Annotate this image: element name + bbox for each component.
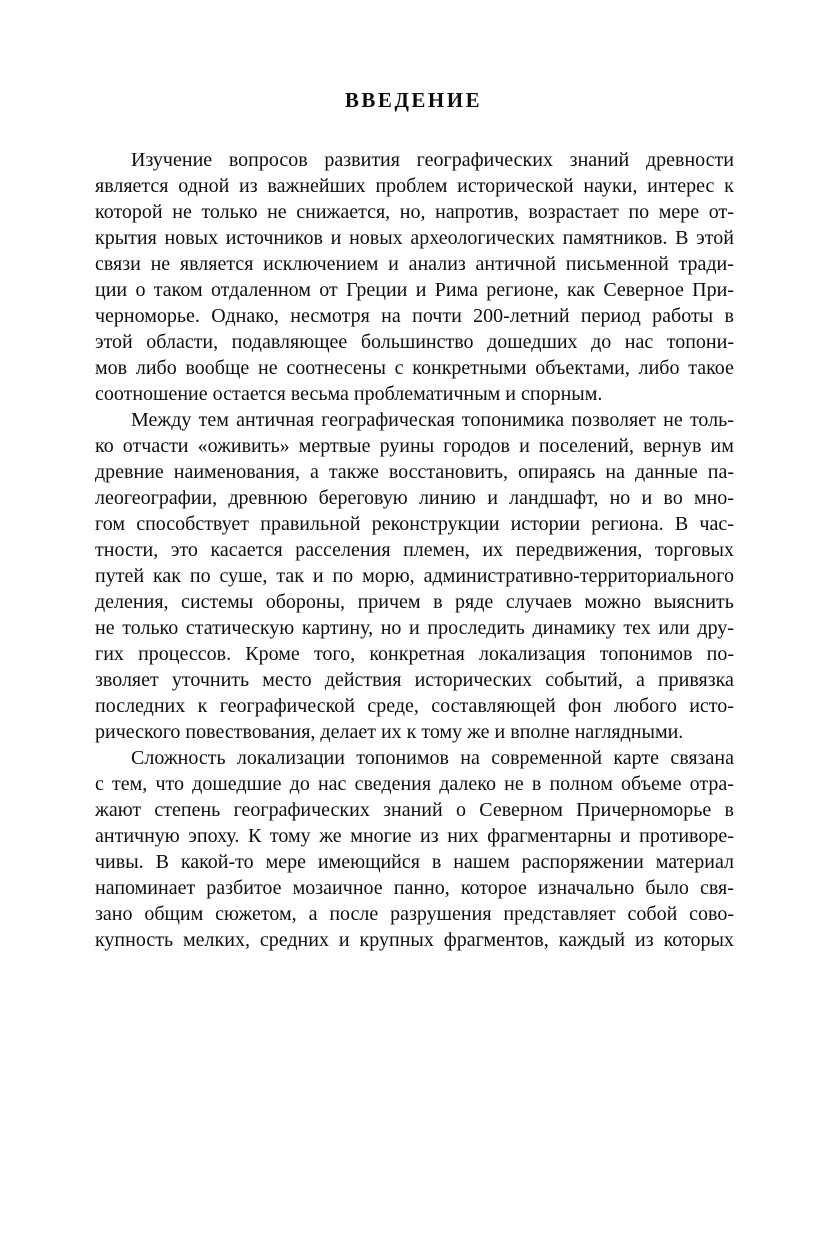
word: имеющийся	[317, 851, 420, 873]
word: работы	[652, 305, 714, 327]
word: мно-	[693, 487, 734, 509]
word: карте	[613, 747, 660, 769]
word: как	[152, 565, 181, 587]
word: проследить	[427, 617, 525, 639]
word: которое	[460, 877, 527, 899]
word: было	[645, 877, 689, 899]
text-line	[95, 173, 734, 199]
word: разбитое	[206, 877, 282, 899]
word: Причерноморье	[576, 799, 712, 821]
word: ландшафт,	[509, 487, 599, 509]
word: знаний	[383, 799, 443, 821]
word: леогеографии,	[95, 487, 218, 509]
word: способствует	[136, 513, 250, 535]
word: случаев	[505, 591, 572, 613]
word: напоминает	[95, 877, 196, 899]
word: свя-	[700, 877, 734, 899]
text-line	[95, 667, 734, 693]
word: Северном	[479, 799, 563, 821]
word: ции	[95, 279, 128, 301]
text-line	[95, 147, 734, 173]
text-line	[95, 277, 734, 303]
word: наименования,	[173, 461, 300, 483]
word: руины	[379, 435, 435, 457]
word: привязка	[657, 669, 734, 691]
word: тем,	[112, 773, 148, 795]
word: ко	[95, 435, 114, 457]
word: на	[605, 461, 625, 483]
word: а	[309, 461, 319, 483]
word: по	[189, 565, 211, 587]
word: топонимов	[599, 643, 693, 665]
word: Кроме	[245, 643, 300, 665]
word: важнейших	[267, 175, 366, 197]
word: мере	[265, 851, 306, 873]
word: в	[724, 305, 734, 327]
word: час-	[699, 513, 734, 535]
word: географических	[233, 799, 370, 821]
word: на	[381, 305, 401, 327]
text-line	[95, 511, 734, 537]
word: причем	[357, 591, 421, 613]
word: конкретными	[412, 357, 527, 379]
word: нашем	[453, 851, 510, 873]
word: развития	[324, 149, 400, 171]
word: либо	[135, 357, 177, 379]
word: собой	[627, 903, 678, 925]
word: интерес	[647, 175, 715, 197]
word: из	[635, 929, 654, 951]
word: административно-территориального	[423, 565, 734, 587]
word: объеме	[621, 773, 682, 795]
text-line	[95, 823, 734, 849]
word: дошедшие	[192, 773, 282, 795]
word: знаний	[569, 149, 630, 171]
text-line	[95, 589, 734, 615]
word: одной	[178, 175, 230, 197]
word: толь-	[689, 409, 734, 431]
word: путей	[95, 565, 145, 587]
word: области,	[146, 331, 219, 353]
word: статическую	[185, 617, 295, 639]
text-line	[95, 797, 734, 823]
word: реконструкции	[371, 513, 500, 535]
word: либо	[638, 357, 680, 379]
word: объектами,	[535, 357, 630, 379]
word: купность	[95, 929, 174, 951]
word: При-	[692, 279, 734, 301]
word: последних	[95, 695, 186, 717]
word: конкретная	[369, 643, 465, 665]
word: выяснить	[653, 591, 734, 613]
word: не	[663, 409, 683, 431]
word: крытия	[95, 227, 157, 249]
word: и	[519, 435, 530, 457]
word: вернув	[643, 435, 702, 457]
word: как	[566, 279, 595, 301]
word: до	[591, 331, 612, 353]
word: тем	[198, 409, 229, 431]
word: подавляющее	[231, 331, 348, 353]
word: событий,	[545, 669, 623, 691]
word: связана	[670, 747, 734, 769]
word: материал	[655, 851, 734, 873]
word: к	[197, 695, 208, 717]
word: топонимов	[356, 747, 449, 769]
word: процессов.	[138, 643, 232, 665]
word: средних	[259, 929, 329, 951]
word: их	[482, 539, 504, 561]
word: позволяет	[571, 409, 656, 431]
word: только	[201, 201, 258, 223]
word: регионе,	[486, 279, 559, 301]
word: после	[329, 903, 379, 925]
word: мов	[95, 357, 128, 379]
word: восстановить,	[388, 461, 508, 483]
word: чивы.	[95, 851, 144, 873]
word: поселений,	[538, 435, 635, 457]
word: современной	[491, 747, 603, 769]
word: вообще	[185, 357, 250, 379]
word: географическая	[321, 409, 455, 431]
word: фон	[568, 695, 602, 717]
word: которой	[95, 201, 163, 223]
word: В	[155, 851, 169, 873]
word: фрагментарны	[487, 825, 612, 847]
word: источников	[225, 227, 323, 249]
word: Сложность	[131, 747, 226, 769]
word: и	[388, 253, 399, 275]
word: от	[319, 279, 338, 301]
word: и	[619, 825, 631, 847]
text-line	[95, 615, 734, 641]
word: место	[262, 669, 312, 691]
word: правильной	[260, 513, 361, 535]
word: а	[308, 903, 318, 925]
word: но,	[399, 201, 426, 223]
word: не	[150, 253, 171, 275]
word: тради-	[678, 253, 734, 275]
word: этой	[95, 331, 133, 353]
word: каждый	[558, 929, 626, 951]
word: большинство	[360, 331, 474, 353]
word: системы	[181, 591, 254, 613]
word: зволяет	[95, 669, 159, 691]
word: в	[724, 799, 734, 821]
word: того,	[313, 643, 356, 665]
text-line	[95, 199, 734, 225]
word: расселения	[295, 539, 391, 561]
word: племен,	[403, 539, 470, 561]
text-line	[95, 875, 734, 901]
word: сведения	[354, 773, 432, 795]
word: Северное	[603, 279, 684, 301]
word: древности	[645, 149, 734, 171]
word: связи	[95, 253, 141, 275]
text-line	[95, 537, 734, 563]
word: этой	[696, 227, 734, 249]
word: динамику	[532, 617, 616, 639]
word: ряде	[455, 591, 494, 613]
word: памятников.	[562, 227, 668, 249]
text-line	[95, 329, 734, 355]
word: письменной	[565, 253, 669, 275]
word: от-	[708, 201, 734, 223]
word: отра-	[689, 773, 734, 795]
text-line	[95, 355, 734, 381]
text-line	[95, 563, 734, 589]
word: «оживить»	[197, 435, 290, 457]
word: не	[504, 773, 524, 795]
word: какой-то	[180, 851, 254, 873]
word: античную	[95, 825, 180, 847]
word: полном	[549, 773, 613, 795]
word: гом	[95, 513, 125, 535]
word: проблем	[375, 175, 448, 197]
word: в	[433, 591, 443, 613]
word: составляющей	[431, 695, 556, 717]
text-line	[95, 225, 734, 251]
word: жают	[95, 799, 142, 821]
word: среде,	[367, 695, 419, 717]
word: любого	[614, 695, 677, 717]
word: а	[635, 669, 645, 691]
word: мере	[658, 201, 700, 223]
word: торговых	[654, 539, 734, 561]
word: период	[580, 305, 641, 327]
word: суше,	[219, 565, 268, 587]
word: до	[289, 773, 310, 795]
word: 200-летний	[473, 305, 570, 327]
word: городов	[443, 435, 510, 457]
word: же	[319, 825, 342, 847]
chapter-title: ВВЕДЕНИЕ	[344, 88, 483, 112]
word: и	[409, 617, 420, 639]
word: и	[312, 565, 324, 587]
word: отчасти	[122, 435, 189, 457]
word: действия	[324, 669, 402, 691]
word: возрастает	[528, 201, 619, 223]
text-line	[95, 641, 734, 667]
word: можно	[584, 591, 642, 613]
word: к	[724, 175, 734, 197]
word: это	[170, 539, 198, 561]
text-line	[95, 745, 734, 771]
word: тех	[623, 617, 651, 639]
word: сово-	[689, 903, 734, 925]
word: тности,	[95, 539, 159, 561]
word: не	[95, 617, 115, 639]
word: и	[415, 279, 427, 301]
text-line	[95, 927, 734, 953]
word: линию	[418, 487, 476, 509]
word: Между	[131, 409, 192, 431]
word: является	[179, 253, 254, 275]
word: локализация	[479, 643, 586, 665]
word: новых	[349, 227, 403, 249]
word: картину,	[301, 617, 374, 639]
word: далеко	[439, 773, 496, 795]
word: общим	[144, 903, 204, 925]
word: и	[487, 487, 498, 509]
word: не	[267, 201, 287, 223]
word: нас	[624, 331, 654, 353]
word: данные	[634, 461, 698, 483]
word: степень	[154, 799, 221, 821]
word: по	[628, 201, 650, 223]
word: уточнить	[171, 669, 250, 691]
word: морю,	[362, 565, 415, 587]
word: нас	[317, 773, 347, 795]
word: является	[95, 175, 169, 197]
word: региона.	[591, 513, 664, 535]
word: что	[155, 773, 184, 795]
word: береговую	[318, 487, 408, 509]
text-line	[95, 407, 734, 433]
word: с	[394, 357, 404, 379]
word: и	[641, 487, 653, 509]
text-line	[95, 303, 734, 329]
word: древнюю	[228, 487, 308, 509]
text-line: рического повествования, делает их к тому же и вполне наглядными.	[95, 721, 684, 743]
word: анализ	[408, 253, 466, 275]
word: такое	[688, 357, 734, 379]
word: опираясь	[517, 461, 596, 483]
word: античная	[236, 409, 315, 431]
word: мозаичное	[292, 877, 383, 899]
word: но	[609, 487, 631, 509]
word: археологических	[410, 227, 555, 249]
word: почти	[412, 305, 462, 327]
word: топонимика	[461, 409, 565, 431]
word: крупных	[359, 929, 434, 951]
word: также	[328, 461, 379, 483]
word: В	[675, 227, 689, 249]
word: или	[658, 617, 690, 639]
word: дошедших	[487, 331, 578, 353]
word: только	[122, 617, 179, 639]
word: географических	[416, 149, 553, 171]
word: панно,	[393, 877, 450, 899]
word: им	[710, 435, 734, 457]
word: изначально	[537, 877, 635, 899]
word: исто-	[689, 695, 734, 717]
word: тому	[269, 825, 311, 847]
text-line	[95, 901, 734, 927]
word: В	[674, 513, 689, 535]
word: распоряжении	[521, 851, 644, 873]
word: во	[663, 487, 683, 509]
text-line	[95, 485, 734, 511]
word: науки,	[583, 175, 638, 197]
word: зано	[95, 903, 133, 925]
text-line	[95, 433, 734, 459]
word: фрагментов,	[443, 929, 549, 951]
word: напротив,	[435, 201, 519, 223]
word: сюжетом,	[215, 903, 297, 925]
word: древние	[95, 461, 164, 483]
word: по-	[706, 643, 734, 665]
word: многие	[350, 825, 412, 847]
word: дру-	[697, 617, 734, 639]
body-text	[95, 147, 734, 953]
word: па-	[707, 461, 734, 483]
word: мелких,	[183, 929, 250, 951]
word: снижается,	[296, 201, 391, 223]
word: топони-	[666, 331, 734, 353]
word: не	[257, 357, 278, 379]
word: Изучение	[131, 149, 213, 171]
word: обороны,	[265, 591, 346, 613]
word: на	[460, 747, 480, 769]
word: которых	[663, 929, 734, 951]
text-line	[95, 849, 734, 875]
word: о	[135, 279, 146, 301]
word: мертвые	[298, 435, 371, 457]
text-line	[95, 251, 734, 277]
word: в	[431, 851, 442, 873]
word: не	[172, 201, 192, 223]
word: представляет	[503, 903, 616, 925]
word: деления,	[95, 591, 169, 613]
text-line	[95, 459, 734, 485]
word: разрушения	[390, 903, 492, 925]
text-line	[95, 693, 734, 719]
word: но	[380, 617, 402, 639]
word: так	[276, 565, 304, 587]
text-line	[95, 771, 734, 797]
word: Рима	[434, 279, 478, 301]
word: исторических	[414, 669, 533, 691]
text-line: соотношение остается весьма проблематичным и спорным.	[95, 383, 603, 405]
word: К	[247, 825, 262, 847]
word: и	[338, 929, 350, 951]
word: таком	[153, 279, 203, 301]
word: гих	[95, 643, 124, 665]
word: античной	[475, 253, 557, 275]
word: в	[531, 773, 542, 795]
word: отдаленном	[210, 279, 311, 301]
word: истории	[510, 513, 581, 535]
word: эпоху.	[188, 825, 240, 847]
word: них	[447, 825, 479, 847]
word: и	[330, 227, 342, 249]
word: соотнесены	[286, 357, 386, 379]
word: вопросов	[228, 149, 308, 171]
word: географической	[219, 695, 355, 717]
word: исторической	[457, 175, 574, 197]
word: Однако,	[211, 305, 279, 327]
word: передвижения,	[515, 539, 643, 561]
word: по	[332, 565, 354, 587]
word: противоре-	[639, 825, 734, 847]
word: с	[95, 773, 104, 795]
word: исключением	[263, 253, 379, 275]
word: о	[455, 799, 466, 821]
word: черноморье.	[95, 305, 200, 327]
word: несмотря	[290, 305, 370, 327]
word: Греции	[346, 279, 408, 301]
word: из	[239, 175, 258, 197]
word: локализации	[236, 747, 345, 769]
word: из	[420, 825, 439, 847]
word: новых	[164, 227, 219, 249]
word: касается	[210, 539, 283, 561]
